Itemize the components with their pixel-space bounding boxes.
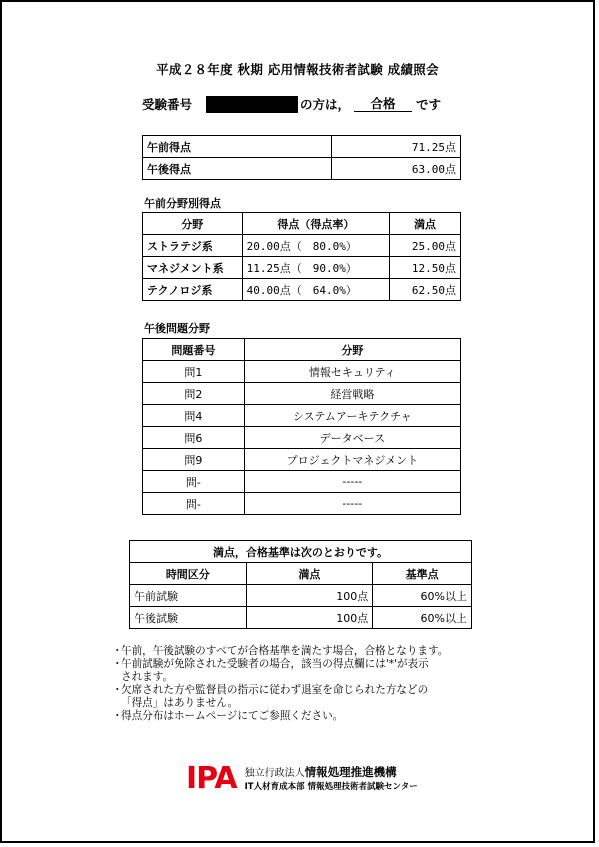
table-row bbox=[143, 257, 461, 279]
list-item bbox=[112, 645, 448, 658]
column-header: 分野 bbox=[143, 213, 243, 235]
question-number: 問4 bbox=[143, 405, 245, 427]
column-header: 問題番号 bbox=[143, 339, 245, 361]
question-field: ----- bbox=[244, 493, 460, 515]
table-header-row bbox=[130, 563, 472, 585]
period-max: 100点 bbox=[246, 607, 373, 629]
list-item bbox=[112, 684, 448, 710]
question-field: データベース bbox=[244, 427, 460, 449]
question-number: 問- bbox=[143, 493, 245, 515]
field-name: ストラテジ系 bbox=[143, 235, 243, 257]
note-bullet: ・ bbox=[112, 645, 123, 657]
am-section-heading: 午前分野別得点 bbox=[144, 197, 221, 210]
page-title: 平成２８年度 秋期 応用情報技術者試験 成績照会 bbox=[156, 62, 439, 77]
table-header-row bbox=[130, 541, 472, 563]
result-suffix: の方は， bbox=[300, 97, 351, 112]
column-header: 時間区分 bbox=[130, 563, 247, 585]
period-name: 午前試験 bbox=[130, 585, 247, 607]
column-header: 基準点 bbox=[373, 563, 472, 585]
org-subdivision: IT人材育成本部 情報処理技術者試験センター bbox=[244, 782, 418, 792]
list-item bbox=[112, 658, 448, 684]
table-row bbox=[143, 235, 461, 257]
note-bullet: ・ bbox=[112, 684, 123, 696]
column-header: 満点 bbox=[246, 563, 373, 585]
period-pass: 60%以上 bbox=[373, 585, 472, 607]
field-score: 20.00点（ 80.0%） bbox=[242, 235, 390, 257]
notes-list bbox=[112, 645, 448, 723]
question-field: ----- bbox=[244, 471, 460, 493]
column-header: 得点（得点率） bbox=[242, 213, 390, 235]
table-row bbox=[143, 279, 461, 301]
period-pass: 60%以上 bbox=[373, 607, 472, 629]
score-label-am: 午前得点 bbox=[143, 136, 332, 158]
period-max: 100点 bbox=[246, 585, 373, 607]
pass-status: 合格 bbox=[354, 96, 412, 112]
period-name: 午後試験 bbox=[130, 607, 247, 629]
field-max: 62.50点 bbox=[390, 279, 461, 301]
table-row bbox=[143, 383, 461, 405]
table-row bbox=[143, 405, 461, 427]
table-header-row bbox=[143, 339, 461, 361]
field-max: 12.50点 bbox=[390, 257, 461, 279]
score-table bbox=[142, 135, 461, 180]
score-value-am: 71.25点 bbox=[332, 136, 461, 158]
table-row bbox=[143, 471, 461, 493]
note-text: 欠席された方や監督員の指示に従わず退室を命じられた方などの 「得点」はありません。 bbox=[121, 684, 429, 709]
result-line bbox=[142, 95, 441, 113]
criteria-table bbox=[129, 540, 472, 629]
column-header: 分野 bbox=[244, 339, 460, 361]
question-number: 問2 bbox=[143, 383, 245, 405]
footer-logo-block bbox=[186, 761, 418, 796]
table-row bbox=[143, 361, 461, 383]
org-prefix: 独立行政法人 bbox=[244, 768, 305, 779]
am-field-table bbox=[142, 212, 461, 301]
pm-section-heading: 午後問題分野 bbox=[144, 322, 210, 335]
table-row bbox=[143, 136, 461, 158]
field-name: テクノロジ系 bbox=[143, 279, 243, 301]
table-row bbox=[143, 493, 461, 515]
organization-name bbox=[245, 765, 418, 793]
org-main-name: 情報処理推進機構 bbox=[304, 765, 397, 779]
field-max: 25.00点 bbox=[390, 235, 461, 257]
pm-question-table bbox=[142, 338, 461, 515]
score-value-pm: 63.00点 bbox=[332, 158, 461, 180]
question-number: 問1 bbox=[143, 361, 245, 383]
field-name: マネジメント系 bbox=[143, 257, 243, 279]
note-text: 得点分布はホームページにてご参照ください。 bbox=[121, 710, 344, 722]
exam-number-label: 受験番号 bbox=[142, 97, 193, 112]
question-number: 問6 bbox=[143, 427, 245, 449]
table-header-row bbox=[143, 213, 461, 235]
field-score: 11.25点（ 90.0%） bbox=[242, 257, 390, 279]
note-bullet: ・ bbox=[112, 658, 123, 670]
note-text: 午前，午後試験のすべてが合格基準を満たす場合，合格となります。 bbox=[121, 645, 449, 657]
question-field: 経営戦略 bbox=[244, 383, 460, 405]
table-row bbox=[143, 427, 461, 449]
question-number: 問9 bbox=[143, 449, 245, 471]
result-ending: です bbox=[416, 97, 442, 112]
score-label-pm: 午後得点 bbox=[143, 158, 332, 180]
question-field: 情報セキュリティ bbox=[244, 361, 460, 383]
question-field: プロジェクトマネジメント bbox=[244, 449, 460, 471]
note-text: 午前試験が免除された受験者の場合，該当の得点欄には'*'が表示 されます。 bbox=[121, 658, 429, 683]
criteria-heading: 満点，合格基準は次のとおりです。 bbox=[130, 541, 472, 563]
question-number: 問- bbox=[143, 471, 245, 493]
list-item bbox=[112, 710, 448, 723]
note-bullet: ・ bbox=[112, 710, 123, 722]
column-header: 満点 bbox=[390, 213, 461, 235]
question-field: システムアーキテクチャ bbox=[244, 405, 460, 427]
table-row bbox=[130, 585, 472, 607]
ipa-logo: IPA bbox=[186, 761, 237, 796]
table-row bbox=[143, 449, 461, 471]
table-row bbox=[130, 607, 472, 629]
field-score: 40.00点（ 64.0%） bbox=[242, 279, 390, 301]
table-row bbox=[143, 158, 461, 180]
org-line bbox=[245, 765, 418, 781]
redacted-exam-number bbox=[206, 96, 298, 113]
